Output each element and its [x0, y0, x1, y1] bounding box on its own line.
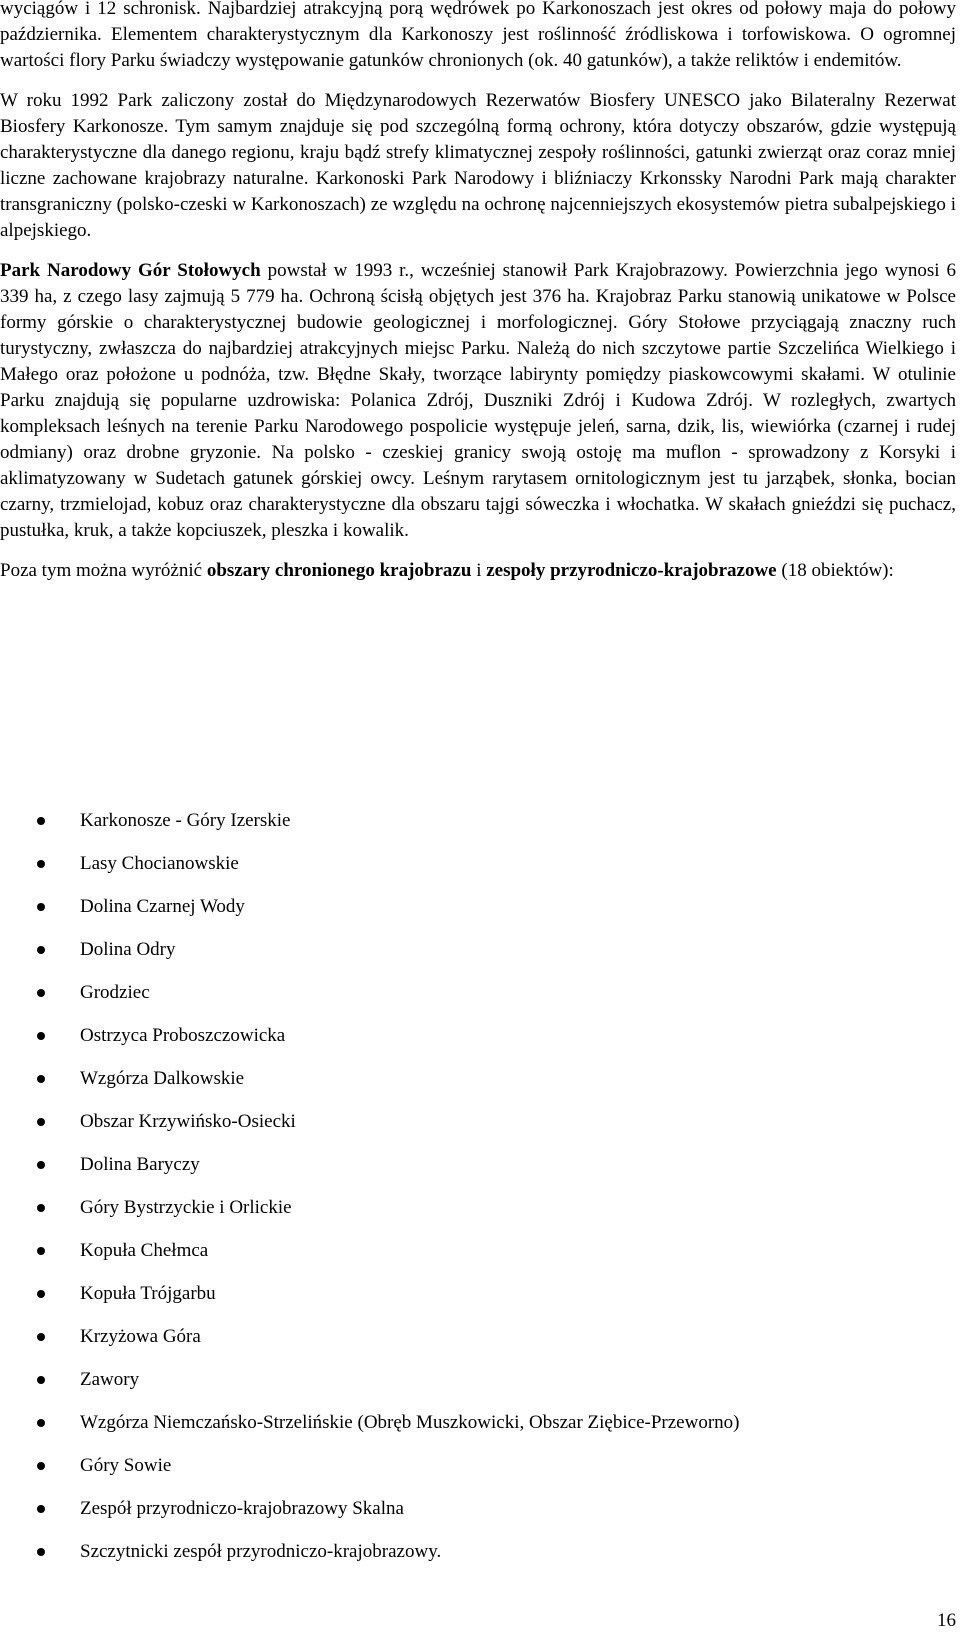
list-item-text: Dolina Baryczy	[80, 1154, 200, 1175]
list-item	[0, 1023, 956, 1066]
protected-areas-list	[0, 808, 956, 1582]
list-item	[0, 980, 956, 1023]
bullet-icon	[37, 1376, 45, 1384]
bullet-icon	[37, 860, 45, 868]
list-item	[0, 894, 956, 937]
bullet-icon	[37, 1290, 45, 1298]
term-nature-landscape-complexes: zespoły przyrodniczo-krajobrazowe	[486, 560, 777, 581]
list-item	[0, 1066, 956, 1109]
list-item	[0, 1539, 956, 1582]
page-number: 16	[937, 1610, 956, 1631]
bullet-icon	[37, 1032, 45, 1040]
bullet-icon	[37, 903, 45, 911]
list-item-text: Wzgórza Niemczańsko-Strzelińskie (Obręb Muszkowicki, Obszar Ziębice-Przeworno)	[80, 1412, 740, 1433]
list-item	[0, 1152, 956, 1195]
bullet-icon	[37, 946, 45, 954]
paragraph-protected-areas-intro	[0, 558, 956, 584]
list-item-text: Lasy Chocianowskie	[80, 853, 239, 874]
list-item	[0, 851, 956, 894]
intro-text-start: Poza tym można wyróżnić	[0, 560, 207, 581]
list-item	[0, 1324, 956, 1367]
list-item	[0, 1109, 956, 1152]
list-item-text: Szczytnicki zespół przyrodniczo-krajobrazowy.	[80, 1541, 442, 1562]
intro-text-mid: i	[471, 560, 487, 581]
bullet-icon	[37, 1204, 45, 1212]
list-item-text: Dolina Czarnej Wody	[80, 896, 245, 917]
bullet-icon	[37, 1161, 45, 1169]
bullet-icon	[37, 1462, 45, 1470]
list-item-text: Grodziec	[80, 982, 150, 1003]
list-item-text: Dolina Odry	[80, 939, 176, 960]
paragraph-gory-stolowe-text: powstał w 1993 r., wcześniej stanowił Park Krajobrazowy. Powierzchnia jego wynosi 6 339 ha, z czego lasy zajmują 5 779 ha. Ochroną ścisłą objętych jest 376 ha. Krajobraz Parku stanowią unikatowe w Polsce formy górskie o charakterystycznej budowie geologicznej i morfologicznej. Góry Stołowe przyciągają znaczny ruch turystyczny, zwłaszcza do najbardziej atrakcyjnych miejsc Parku. Należą do nich szczytowe partie Szczelińca Wielkiego i Małego oraz położone u podnóża, tzw. Błędne Skały, tworzące labirynty pomiędzy piaskowcowymi skałami. W otulinie Parku znajdują się popularne uzdrowiska: Polanica Zdrój, Duszniki Zdrój i Kudowa Zdrój. W rozległych, zwartych kompleksach leśnych na terenie Parku Narodowego pospolicie występuje jeleń, sarna, dzik, lis, wiewiórka (czarnej i rudej odmiany) oraz drobne gryzonie. Na polsko - czeskiej granicy swoją ostoję ma muflon - sprowadzony z Korsyki i aklimatyzowany w Sudetach gatunek górskiej owcy. Leśnym rarytasem ornitologicznym jest tu jarząbek, słonka, bocian czarny, trzmielojad, kobuz oraz charakterystyczne dla obszaru tajgi sóweczka i włochatka. W skałach gnieździ się puchacz, pustułka, kruk, a także kopciuszek, pleszka i kowalik.	[0, 260, 956, 541]
list-item	[0, 1410, 956, 1453]
paragraph-karkonosze-intro: wyciągów i 12 schronisk. Najbardziej atrakcyjną porą wędrówek po Karkonoszach jest okres od połowy maja do połowy października. Elementem charakterystycznym dla Karkonoszy jest roślinność źródliskowa i torfowiskowa. O ogromnej wartości flory Parku świadczy występowanie gatunków chronionych (ok. 40 gatunków), a także reliktów i endemitów.	[0, 0, 956, 71]
list-item	[0, 808, 956, 851]
bullet-icon	[37, 989, 45, 997]
list-item-text: Kopuła Chełmca	[80, 1240, 209, 1261]
list-item-text: Zespół przyrodniczo-krajobrazowy Skalna	[80, 1498, 404, 1519]
bullet-icon	[37, 1419, 45, 1427]
list-item	[0, 1238, 956, 1281]
bullet-icon	[37, 1548, 45, 1556]
list-item	[0, 1453, 956, 1496]
list-item-text: Ostrzyca Proboszczowicka	[80, 1025, 286, 1046]
intro-text-end: (18 obiektów):	[776, 560, 894, 581]
document-body	[0, 0, 956, 598]
bullet-icon	[37, 1075, 45, 1083]
bullet-icon	[37, 817, 45, 825]
list-item	[0, 937, 956, 980]
bullet-icon	[37, 1505, 45, 1513]
bullet-icon	[37, 1247, 45, 1255]
park-name-heading: Park Narodowy Gór Stołowych	[0, 260, 261, 281]
paragraph-unesco: W roku 1992 Park zaliczony został do Międzynarodowych Rezerwatów Biosfery UNESCO jako Bilateralny Rezerwat Biosfery Karkonosze. Tym samym znajduje się pod szczególną formą ochrony, która dotyczy obszarów, gdzie występują charakterystyczne dla danego regionu, kraju bądź strefy klimatycznej zespoły roślinności, gatunki zwierząt oraz coraz mniej liczne zachowane krajobrazy naturalne. Karkonoski Park Narodowy i bliźniaczy Krkonssky Narodni Park mają charakter transgraniczny (polsko-czeski w Karkonoszach) ze względu na ochronę najcenniejszych ekosystemów pietra subalpejskiego i alpejskiego.	[0, 90, 956, 241]
list-item-text: Góry Sowie	[80, 1455, 172, 1476]
list-item-text: Góry Bystrzyckie i Orlickie	[80, 1197, 292, 1218]
list-item-text: Krzyżowa Góra	[80, 1326, 201, 1347]
list-item-text: Obszar Krzywińsko-Osiecki	[80, 1111, 296, 1132]
list-item	[0, 1195, 956, 1238]
paragraph-gory-stolowe	[0, 258, 956, 544]
list-item-text: Wzgórza Dalkowskie	[80, 1068, 245, 1089]
term-protected-landscape: obszary chronionego krajobrazu	[206, 560, 472, 581]
list-item-text: Karkonosze - Góry Izerskie	[80, 810, 291, 831]
bullet-icon	[37, 1118, 45, 1126]
list-item	[0, 1281, 956, 1324]
list-item	[0, 1496, 956, 1539]
list-item-text: Zawory	[80, 1369, 140, 1390]
bullet-icon	[37, 1333, 45, 1341]
list-item-text: Kopuła Trójgarbu	[80, 1283, 216, 1304]
list-item	[0, 1367, 956, 1410]
